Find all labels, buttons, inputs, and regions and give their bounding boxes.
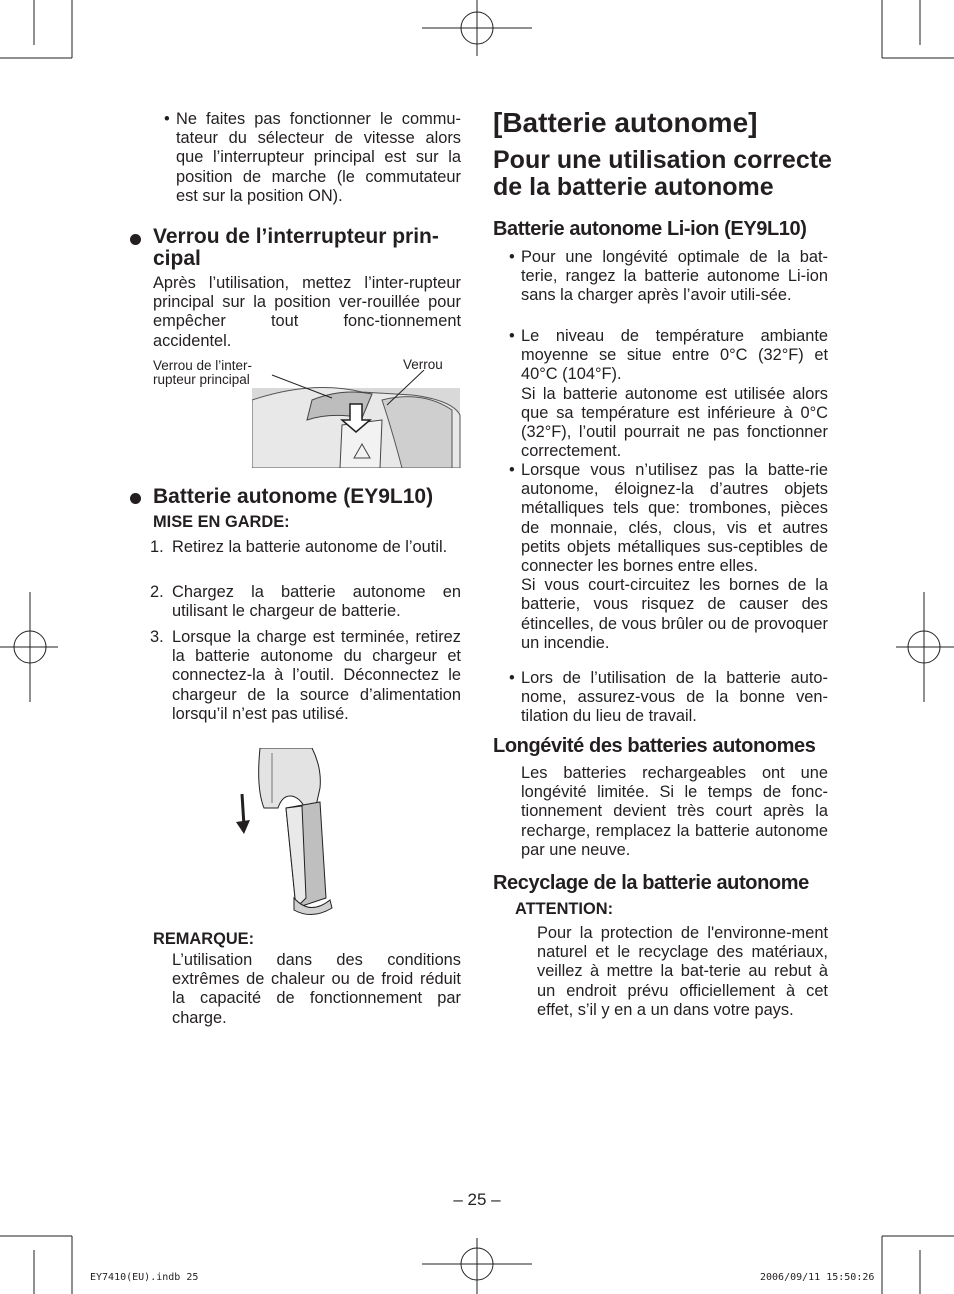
bullet-text: Le niveau de température ambiante moyenne se situe entre 0°C (32°F) et 40°C (104°F). bbox=[521, 327, 828, 384]
section-title-line1: Verrou de l’interrupteur prin- bbox=[153, 225, 439, 248]
list-item-number: 3. bbox=[150, 628, 164, 646]
note-text: L’utilisation dans des conditions extrêmes de chaleur ou de froid réduit la capacité de fonctionnement par charge. bbox=[172, 951, 461, 1027]
bullet-text: Pour une longévité optimale de la bat-terie, rangez la batterie autonome Li-ion sans la charger après l’avoir utili-sée. bbox=[521, 248, 828, 305]
intro-bullet bbox=[164, 110, 461, 206]
list-item-number: 2. bbox=[150, 583, 164, 601]
list-item-text: Lorsque la charge est terminée, retirez la batterie autonome du chargeur et connectez-la à l’outil. Déconnectez le chargeur de la source d’alimentation lorsqu’il n’est pas utilisé. bbox=[172, 628, 461, 723]
switch-lock-illustration bbox=[252, 370, 462, 468]
section-title-battery-pack: Batterie autonome (EY9L10) bbox=[153, 485, 434, 508]
heading-line1: Pour une utilisation correcte bbox=[493, 146, 832, 174]
section-title-main-switch-lock bbox=[153, 226, 463, 270]
bullet-text: Lorsque vous n’utilisez pas la batte-rie autonome, éloignez-la d’autres objets métalliques tels que: trombones, pièces de monnaie, clés, clous, vis et autres petits objets métalliques sus-ceptibles de connecter les bornes entre elles. bbox=[521, 461, 828, 576]
bullet-extra-text: Si la batterie autonome est utilisée alors que sa température est inférieure à 0°C (32°F), l’outil pourrait ne pas fonctionner correctement. bbox=[521, 384, 828, 461]
intro-bullet-text: Ne faites pas fonctionner le commu-tateur du sélecteur de vitesse alors que l’interrupteur principal est sur la position de marche (le commutateur est sur la position ON). bbox=[176, 110, 461, 205]
bullet-marker: • bbox=[509, 461, 515, 479]
section-title-line2: cipal bbox=[153, 247, 201, 270]
list-item-text: Retirez la batterie autonome de l’outil. bbox=[172, 538, 448, 556]
battery-removal-illustration bbox=[232, 748, 352, 918]
longevity-text: Les batteries rechargeables ont une longévité limitée. Si le temps de fonc-tionnement devient très court après la recharge, remplacez la batterie autonome par une neuve. bbox=[521, 764, 828, 859]
bullet-marker: • bbox=[164, 110, 170, 128]
recycling-text: Pour la protection de l'environne-ment naturel et le recyclage des matériaux, veillez à mettre la bat-terie au rebut à un endroit prévu officiellement à cet effet, s’il y en a un dans votre pays. bbox=[537, 924, 828, 1019]
note-label: REMARQUE: bbox=[153, 930, 255, 948]
section-heading-correct-use bbox=[493, 147, 833, 201]
caution-label: MISE EN GARDE: bbox=[153, 513, 290, 531]
subsection-title-liion: Batterie autonome Li-ion (EY9L10) bbox=[493, 218, 807, 240]
subsection-title-longevity: Longévité des batteries autonomes bbox=[493, 735, 816, 757]
list-item bbox=[509, 248, 828, 306]
list-item-text: Chargez la batterie autonome en utilisant le chargeur de batterie. bbox=[172, 583, 461, 621]
bullet-text: Lors de l’utilisation de la batterie auto-nome, assurez-vous de la bonne ven-tilation du lieu de travail. bbox=[521, 669, 828, 726]
figure-label-line1: Verrou de l’inter- bbox=[153, 358, 253, 373]
list-item bbox=[150, 628, 461, 724]
section-dot-icon bbox=[130, 493, 141, 504]
bullet-marker: • bbox=[509, 669, 515, 687]
figure-label-line2: rupteur principal bbox=[153, 372, 250, 387]
page-number: – 25 – bbox=[453, 1190, 501, 1209]
subsection-title-recycling: Recyclage de la batterie autonome bbox=[493, 872, 809, 894]
list-item bbox=[150, 538, 461, 557]
page-heading: [Batterie autonome] bbox=[493, 107, 758, 138]
footer-file: EY7410(EU).indb 25 bbox=[90, 1272, 199, 1283]
section-dot-icon bbox=[130, 234, 141, 245]
main-switch-lock-text: Après l’utilisation, mettez l’inter-rupteur principal sur la position ver-rouillée pour empêcher tout fonc-tionnement accidentel. bbox=[153, 274, 461, 350]
list-item bbox=[150, 583, 461, 621]
bullet-marker: • bbox=[509, 248, 515, 266]
bullet-marker: • bbox=[509, 327, 515, 345]
bullet-extra-text: Si vous court-circuitez les bornes de la batterie, vous risquez de causer des étincelles, de vous brûler ou de provoquer un incendie. bbox=[521, 576, 828, 652]
list-item bbox=[509, 461, 828, 653]
list-item-number: 1. bbox=[150, 538, 164, 556]
figure-label-lock: Verrou bbox=[403, 357, 443, 372]
list-item bbox=[509, 327, 828, 461]
heading-line2: de la batterie autonome bbox=[493, 173, 774, 201]
footer-timestamp: 2006/09/11 15:50:26 bbox=[760, 1272, 875, 1283]
list-item bbox=[509, 669, 828, 727]
attention-label: ATTENTION: bbox=[515, 900, 614, 918]
